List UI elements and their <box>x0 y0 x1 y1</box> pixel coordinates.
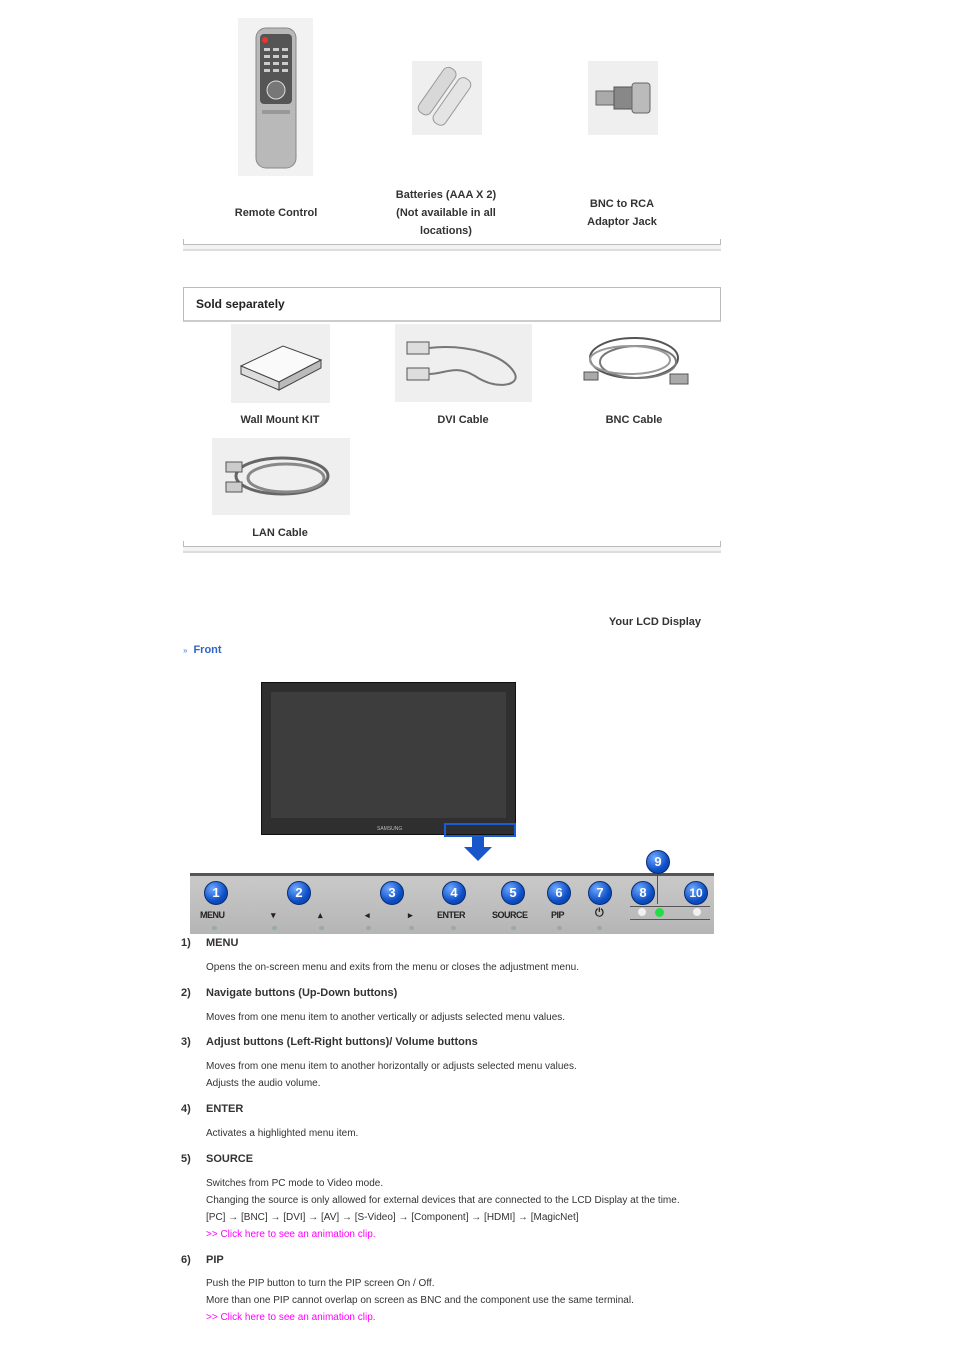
bnc-rca-adaptor-image <box>588 61 658 135</box>
lan-cable-label: LAN Cable <box>252 527 308 539</box>
entry-description: Switches from PC mode to Video mode. Changing the source is only allowed for external devices that are connected to the LCD Display at the time. [PC] → [BNC] → [DVI] → [AV] → [S-Video] → [Component] → [HDMI] → [MagicNet] >> Click here to see an animation clip. <box>206 1175 680 1243</box>
monitor-front-illustration <box>261 682 516 835</box>
section-title: Your LCD Display <box>608 616 701 628</box>
dvi-cable-image <box>395 324 532 402</box>
up-button[interactable] <box>319 926 324 930</box>
dvi-cable-label: DVI Cable <box>437 414 489 426</box>
wall-mount-kit-image <box>231 324 330 403</box>
power-icon[interactable]: ⏻ <box>595 907 604 919</box>
down-button-label[interactable]: ▾ <box>271 910 276 920</box>
bnc-cable-image <box>578 324 696 402</box>
button-1-marker: 1 <box>204 881 228 905</box>
entry-title-adjust: Adjust buttons (Left-Right buttons)/ Volume buttons <box>206 1036 478 1048</box>
enter-button[interactable] <box>451 926 456 930</box>
light-sensor <box>693 908 701 916</box>
wall-mount-kit-label: Wall Mount KIT <box>240 414 320 426</box>
brand-logo: SAMSUNG <box>377 826 403 832</box>
down-button[interactable] <box>272 926 277 930</box>
up-button-label[interactable]: ▴ <box>318 910 323 920</box>
entry-title-pip: PIP <box>206 1254 224 1266</box>
left-button-label[interactable]: ◂ <box>365 910 370 920</box>
button-8-marker: 8 <box>631 881 655 905</box>
entry-title-source: SOURCE <box>206 1153 254 1165</box>
button-3-marker: 3 <box>380 881 404 905</box>
entry-title-menu: MENU <box>206 937 239 949</box>
button-7-marker: 7 <box>588 881 612 905</box>
pip-button[interactable] <box>557 926 562 930</box>
batteries-image <box>412 61 482 135</box>
source-button[interactable] <box>511 926 516 930</box>
entry-title-navigate: Navigate buttons (Up-Down buttons) <box>206 987 398 999</box>
right-button-label[interactable]: ▸ <box>408 910 413 920</box>
remote-control-label: Remote Control <box>234 207 318 219</box>
entry-description: Opens the on-screen menu and exits from the menu or closes the adjustment menu. <box>206 962 579 973</box>
entry-description: Push the PIP button to turn the PIP screen On / Off. More than one PIP cannot overlap on screen as BNC and the component use the same terminal. >> Click here to see an animation clip. <box>206 1275 634 1326</box>
menu-button[interactable] <box>212 926 217 930</box>
button-6-marker: 6 <box>547 881 571 905</box>
remote-sensor <box>638 908 646 916</box>
section-divider <box>183 244 721 251</box>
right-button[interactable] <box>409 926 414 930</box>
remote-control-image <box>238 18 313 176</box>
entry-title-enter: ENTER <box>206 1103 244 1115</box>
animation-clip-link[interactable]: >> Click here to see an animation clip. <box>206 1229 376 1240</box>
entry-description: Moves from one menu item to another vertically or adjusts selected menu values. <box>206 1012 566 1023</box>
sold-separately-header <box>183 287 721 322</box>
power-indicator <box>655 908 664 917</box>
bnc-cable-label: BNC Cable <box>605 414 663 426</box>
arrow-down-icon <box>464 837 492 866</box>
button-10-marker: 10 <box>684 881 708 905</box>
chevron-right-icon: » <box>183 646 188 655</box>
entry-number: 3) <box>181 1036 191 1048</box>
bnc-rca-adaptor-label: BNC to RCA Adaptor Jack <box>587 198 657 228</box>
button-4-marker: 4 <box>442 881 466 905</box>
lan-cable-image <box>212 438 350 515</box>
entry-number: 2) <box>181 987 191 999</box>
entry-number: 1) <box>181 937 191 949</box>
power-button[interactable] <box>597 926 602 930</box>
section-divider-2 <box>183 546 721 553</box>
source-button-label[interactable]: SOURCE <box>492 910 528 920</box>
entry-description: Moves from one menu item to another horizontally or adjusts selected menu values. Adjusts the audio volume. <box>206 1061 577 1089</box>
left-button[interactable] <box>366 926 371 930</box>
button-area-highlight <box>444 823 516 837</box>
entry-number: 4) <box>181 1103 191 1115</box>
entry-description: Activates a highlighted menu item. <box>206 1128 359 1139</box>
enter-button-label[interactable]: ENTER <box>437 910 466 920</box>
entry-number: 5) <box>181 1153 191 1165</box>
button-2-marker: 2 <box>287 881 311 905</box>
control-panel <box>190 873 714 934</box>
button-5-marker: 5 <box>501 881 525 905</box>
entry-number: 6) <box>181 1254 191 1266</box>
button-9-marker: 9 <box>646 850 670 874</box>
marker-9-leader <box>657 874 658 904</box>
sold-separately-title: Sold separately <box>196 297 285 311</box>
front-link[interactable]: » Front <box>183 644 222 656</box>
batteries-label: Batteries (AAA X 2) (Not available in all locations) <box>395 189 497 237</box>
menu-button-label[interactable]: MENU <box>200 910 225 920</box>
pip-button-label[interactable]: PIP <box>551 910 565 920</box>
animation-clip-link[interactable]: >> Click here to see an animation clip. <box>206 1312 376 1323</box>
